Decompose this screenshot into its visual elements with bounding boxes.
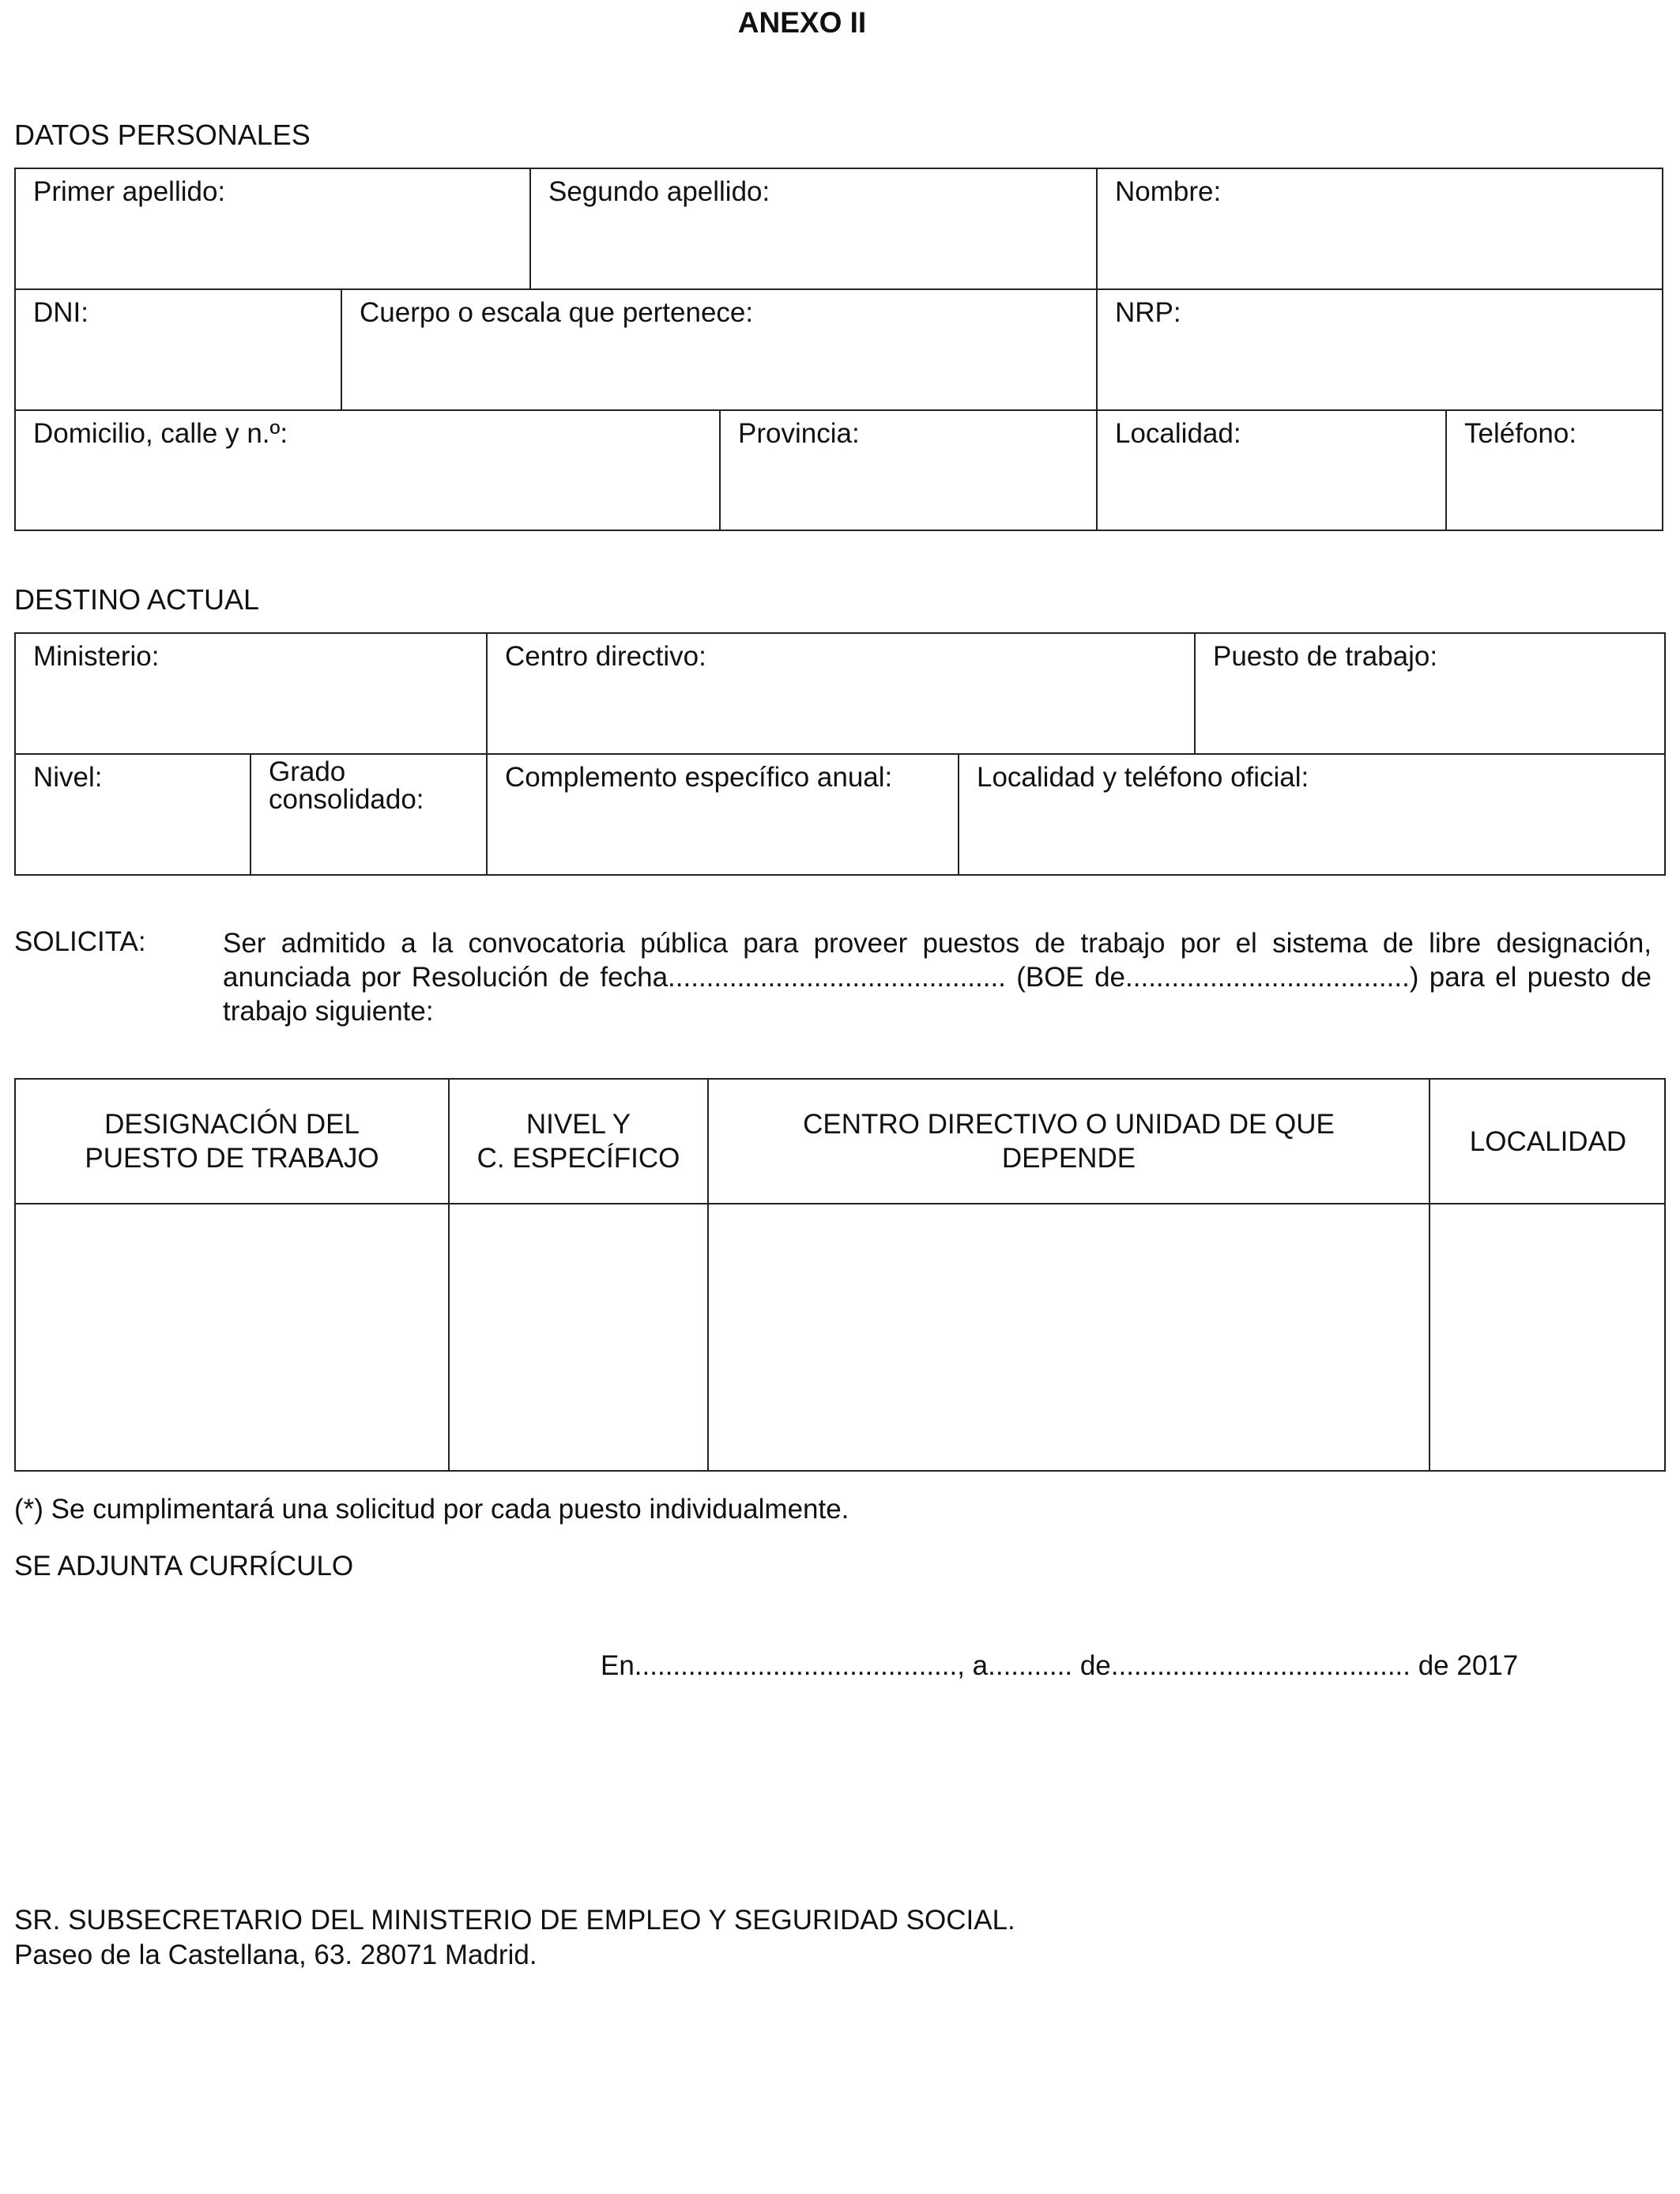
field-label: Ministerio: (33, 641, 160, 672)
table-header-centro-directivo (709, 1080, 1430, 1204)
addressee-line-1: SR. SUBSECRETARIO DEL MINISTERIO DE EMPLEO Y SEGURIDAD SOCIAL. (14, 1905, 1015, 1936)
table-header-nivel (450, 1080, 709, 1204)
field-label: Localidad y teléfono oficial: (977, 762, 1309, 793)
datos-personales-grid (14, 168, 1663, 531)
field-puesto-trabajo[interactable] (1196, 634, 1666, 755)
field-provincia[interactable] (721, 411, 1098, 531)
solicita-label: SOLICITA: (14, 926, 146, 957)
section-heading-destino-actual: DESTINO ACTUAL (14, 583, 260, 616)
field-segundo-apellido[interactable] (531, 169, 1098, 290)
field-label: Centro directivo: (505, 641, 706, 672)
field-label: NRP: (1115, 297, 1181, 328)
field-localidad[interactable] (1098, 411, 1447, 531)
field-domicilio[interactable] (16, 411, 721, 531)
field-label: Cuerpo o escala que pertenece: (360, 297, 754, 328)
field-label: consolidado: (269, 784, 424, 815)
section-heading-datos-personales: DATOS PERSONALES (14, 119, 311, 151)
field-label: Segundo apellido: (548, 176, 770, 207)
field-label: Domicilio, calle y n.º: (33, 418, 288, 449)
header-line: CENTRO DIRECTIVO O UNIDAD DE QUE (803, 1109, 1335, 1140)
puesto-table (14, 1078, 1666, 1472)
field-label: Localidad: (1115, 418, 1241, 449)
field-telefono[interactable] (1447, 411, 1663, 531)
field-primer-apellido[interactable] (16, 169, 531, 290)
attachment-text: SE ADJUNTA CURRÍCULO (14, 1551, 354, 1581)
field-label: Complemento específico anual: (505, 762, 893, 793)
field-label: Teléfono: (1464, 418, 1577, 449)
page-title: ANEXO II (737, 6, 867, 39)
header-line: DESIGNACIÓN DEL (104, 1109, 360, 1140)
header-line: LOCALIDAD (1469, 1125, 1627, 1157)
addressee (14, 1903, 1015, 1973)
field-centro-directivo[interactable] (488, 634, 1196, 755)
header-line: C. ESPECÍFICO (477, 1143, 680, 1174)
table-cell-localidad[interactable] (1430, 1204, 1666, 1472)
field-label: Grado (269, 756, 346, 787)
field-cuerpo-escala[interactable] (342, 290, 1098, 411)
field-label: Nivel: (33, 762, 103, 793)
table-cell-centro-directivo[interactable] (709, 1204, 1430, 1472)
date-place-line: En.........................................., a........... de....................................... de 2017 (601, 1650, 1519, 1681)
field-label: Puesto de trabajo: (1213, 641, 1438, 672)
header-line: NIVEL Y (525, 1109, 631, 1140)
addressee-line-2: Paseo de la Castellana, 63. 28071 Madrid. (14, 1940, 537, 1970)
table-cell-nivel[interactable] (450, 1204, 709, 1472)
header-line: PUESTO DE TRABAJO (85, 1143, 379, 1174)
field-nivel[interactable] (16, 755, 251, 876)
field-label: DNI: (33, 297, 89, 328)
destino-actual-grid (14, 632, 1666, 876)
field-label: Nombre: (1115, 176, 1222, 207)
field-localidad-telefono-oficial[interactable] (959, 755, 1666, 876)
solicita-text: Ser admitido a la convocatoria pública para proveer puestos de trabajo por el sistema de libre designación, anunciada por Resolución de fecha............................................ (BOE de.....................................) para el puesto de trabajo siguiente: (223, 928, 1652, 1027)
field-label: Provincia: (738, 418, 860, 449)
header-line: DEPENDE (1001, 1143, 1136, 1174)
table-header-designacion (16, 1080, 450, 1204)
field-grado-consolidado[interactable] (251, 755, 488, 876)
field-nombre[interactable] (1098, 169, 1663, 290)
field-dni[interactable] (16, 290, 342, 411)
field-ministerio[interactable] (16, 634, 488, 755)
table-cell-designacion[interactable] (16, 1204, 450, 1472)
field-complemento-especifico[interactable] (488, 755, 959, 876)
note-text: (*) Se cumplimentará una solicitud por cada puesto individualmente. (14, 1494, 849, 1525)
field-nrp[interactable] (1098, 290, 1663, 411)
table-header-localidad (1430, 1080, 1666, 1204)
field-label: Primer apellido: (33, 176, 226, 207)
